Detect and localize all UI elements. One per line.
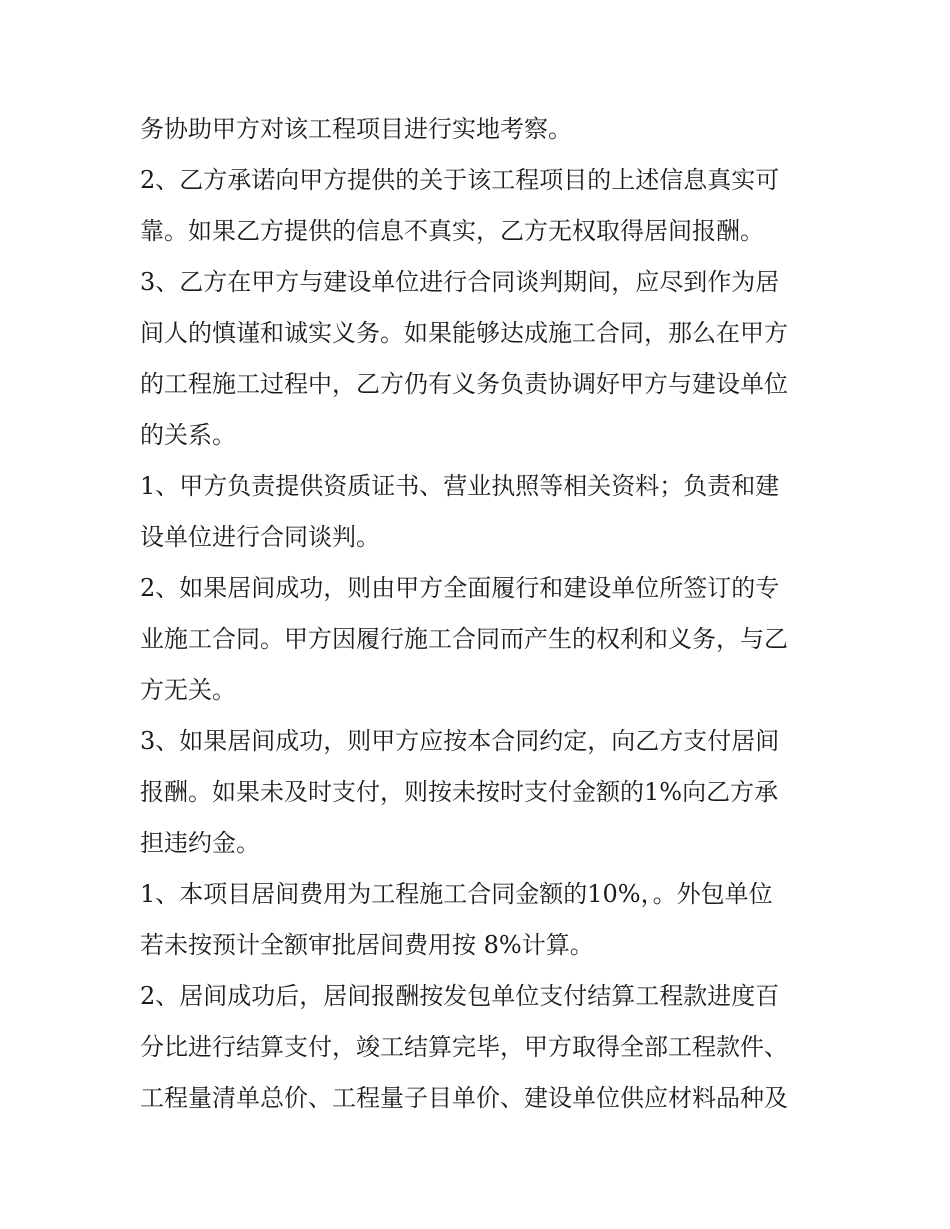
text-line: 2、居间成功后，居间报酬按发包单位支付结算工程款进度百	[140, 982, 780, 1010]
text-line: 1、本项目居间费用为工程施工合同金额的10%，。外包单位	[140, 880, 773, 908]
text-line: 的工程施工过程中，乙方仍有义务负责协调好甲方与建设单位	[140, 370, 788, 398]
text-line: 设单位进行合同谈判。	[140, 523, 380, 551]
text-line: 1、甲方负责提供资质证书、营业执照等相关资料；负责和建	[140, 472, 780, 500]
document-body	[140, 104, 820, 1124]
paragraph	[140, 257, 820, 461]
text-line: 工程量清单总价、工程量子目单价、建设单位供应材料品种及	[140, 1084, 788, 1112]
paragraph	[140, 461, 820, 563]
text-line: 的关系。	[140, 421, 236, 449]
text-line: 3、如果居间成功，则甲方应按本合同约定，向乙方支付居间	[140, 727, 780, 755]
paragraph	[140, 869, 820, 971]
paragraph	[140, 971, 820, 1124]
text-line: 间人的慎谨和诚实义务。如果能够达成施工合同，那么在甲方	[140, 319, 788, 347]
text-line: 担违约金。	[140, 829, 260, 857]
paragraph	[140, 104, 820, 155]
text-line: 2、乙方承诺向甲方提供的关于该工程项目的上述信息真实可	[140, 166, 780, 194]
paragraph	[140, 716, 820, 869]
text-line: 靠。如果乙方提供的信息不真实，乙方无权取得居间报酬。	[140, 217, 764, 245]
text-line: 务协助甲方对该工程项目进行实地考察。	[140, 115, 572, 143]
text-line: 3、乙方在甲方与建设单位进行合同谈判期间，应尽到作为居	[140, 268, 780, 296]
text-line: 报酬。如果未及时支付，则按未按时支付金额的1%向乙方承	[140, 778, 779, 806]
paragraph	[140, 563, 820, 716]
text-line: 若未按预计全额审批居间费用按 8%计算。	[140, 931, 594, 959]
text-line: 业施工合同。甲方因履行施工合同而产生的权利和义务，与乙	[140, 625, 788, 653]
paragraph	[140, 155, 820, 257]
text-line: 2、如果居间成功，则由甲方全面履行和建设单位所签订的专	[140, 574, 780, 602]
text-line: 分比进行结算支付，竣工结算完毕，甲方取得全部工程款件、	[140, 1033, 788, 1061]
text-line: 方无关。	[140, 676, 236, 704]
